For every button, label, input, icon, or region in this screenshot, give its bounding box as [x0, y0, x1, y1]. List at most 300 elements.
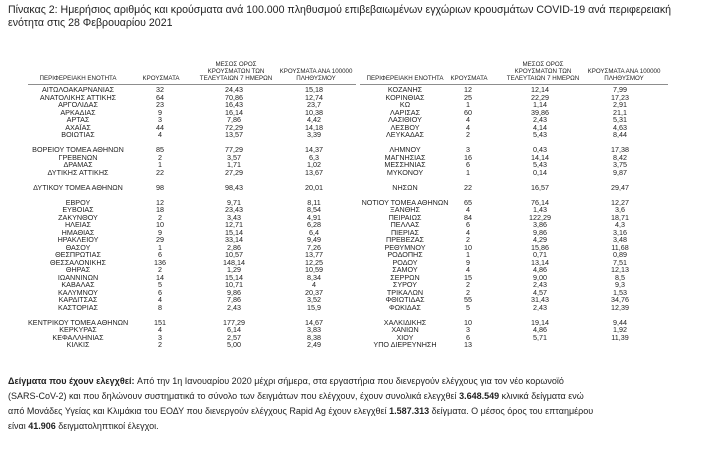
table-row — [0, 341, 360, 349]
avg7-value: 5,00 — [227, 340, 241, 349]
per100k-value: 9,49 — [307, 235, 321, 244]
region-name: ΑΧΑΪΑΣ — [65, 122, 91, 132]
region-name: ΘΕΣΣΑΛΟΝΙΚΗΣ — [50, 257, 106, 267]
table-row — [0, 266, 360, 274]
per100k-value: 5,31 — [613, 115, 627, 124]
per100k-value: 9,87 — [613, 167, 627, 177]
table-row — [0, 214, 360, 222]
cases-value: 14 — [156, 272, 164, 282]
table-row — [360, 131, 717, 139]
cases-value: 2 — [466, 280, 470, 289]
avg7-value: 13,14 — [531, 257, 549, 267]
region-name: ΣΕΡΡΩΝ — [390, 272, 420, 282]
table-row — [0, 146, 360, 154]
region-name: ΗΡΑΚΛΕΙΟΥ — [57, 235, 99, 244]
avg7-value: 2,57 — [227, 332, 241, 342]
cases-value: 84 — [464, 212, 472, 222]
cases-value: 55 — [464, 295, 472, 304]
footer-text-2b: κλινικά δείγματα ενώ — [499, 391, 584, 401]
region-name: ΛΗΜΝΟΥ — [389, 145, 421, 154]
avg7-value: 148,14 — [223, 257, 245, 267]
region-name: ΝΟΤΙΟΥ ΤΟΜΕΑ ΑΘΗΝΩΝ — [361, 197, 449, 207]
cases-value: 5 — [158, 280, 162, 289]
footer-line-3 — [8, 404, 710, 419]
region-name: ΜΕΣΣΗΝΙΑΣ — [384, 160, 426, 169]
per100k-value: 8,38 — [307, 332, 321, 342]
avg7-value: 22,29 — [531, 92, 549, 102]
cases-value: 12 — [464, 85, 472, 94]
avg7-value: 13,57 — [225, 130, 243, 139]
cases-value: 4 — [158, 325, 162, 334]
avg7-value: 33,14 — [225, 235, 243, 244]
rapid-total: 1.587.313 — [389, 406, 430, 416]
title-line-2: ενότητα στις 28 Φεβρουαρίου 2021 — [8, 17, 173, 29]
avg7-value: 5,43 — [533, 130, 547, 139]
per100k-value: 8,42 — [613, 152, 627, 162]
avg7-value: 2,43 — [533, 302, 547, 312]
per100k-value: 3,48 — [613, 235, 627, 244]
per100k-value: 3,75 — [613, 160, 627, 169]
avg7-value: 9,86 — [533, 227, 547, 237]
per100k-value: 9,3 — [615, 280, 625, 289]
per100k-value: 8,54 — [307, 205, 321, 214]
per100k-value: 3,39 — [307, 130, 321, 139]
per100k-value: 10,59 — [305, 265, 323, 274]
per100k-value: 23,7 — [307, 100, 321, 109]
per100k-value: 29,47 — [611, 182, 629, 192]
per100k-value: 3,52 — [307, 295, 321, 304]
per100k-value: 15,9 — [307, 302, 321, 312]
cases-value: 2 — [466, 235, 470, 244]
avg7-value: 0,71 — [533, 250, 547, 259]
per100k-value: 1,02 — [307, 160, 321, 169]
region-name: ΚΕΝΤΡΙΚΟΥ ΤΟΜΕΑ ΑΘΗΝΩΝ — [28, 317, 129, 327]
header-region: ΠΕΡΙΦΕΡΕΙΑΚΗ ΕΝΟΤΗΤΑ — [39, 75, 117, 82]
cases-value: 2 — [466, 130, 470, 139]
avg7-value: 12,14 — [531, 85, 549, 94]
pcr-total: 3.648.549 — [459, 391, 500, 401]
avg7-value: 15,86 — [531, 242, 549, 252]
avg7-value: 70,86 — [225, 92, 243, 102]
per100k-value: 10,38 — [305, 107, 323, 117]
per100k-value: 1,53 — [613, 287, 627, 297]
region-name: ΑΡΓΟΛΙΔΑΣ — [58, 100, 98, 109]
avg7-value: 27,29 — [225, 167, 243, 177]
cases-value: 15 — [464, 272, 472, 282]
header-cases: ΚΡΟΥΣΜΑΤΑ — [450, 75, 488, 82]
region-name: ΘΕΣΠΡΩΤΙΑΣ — [55, 250, 101, 259]
cases-value: 3 — [158, 332, 162, 342]
region-name: ΘΗΡΑΣ — [65, 265, 91, 274]
footer-text-1: Από την 1η Ιανουαρίου 2020 μέχρι σήμερα, στα εργαστήρια που διενεργούν ελέγχους για τον νέο κορωνοϊό — [137, 376, 564, 386]
cases-value: 65 — [464, 197, 472, 207]
cases-value: 10 — [464, 317, 472, 327]
region-name: ΚΕΦΑΛΛΗΝΙΑΣ — [52, 332, 104, 342]
avg7-value: 16,43 — [225, 100, 243, 109]
per100k-value: 20,37 — [305, 287, 323, 297]
table-row — [0, 169, 360, 177]
table-row — [0, 319, 360, 327]
cases-value: 85 — [156, 145, 164, 154]
region-name: ΡΟΔΟΥ — [392, 257, 418, 267]
region-name: ΤΡΙΚΑΛΩΝ — [386, 287, 424, 297]
title-line-1: Πίνακας 2: Ημερήσιος αριθμός και κρούσματα ανά 100.000 πληθυσμού επιβεβαιωμένων εγχώριων κρουσμάτων COVID-19 ανά περιφερειακή — [8, 4, 672, 16]
region-name: ΜΥΚΟΝΟΥ — [386, 167, 424, 177]
per100k-value: 1,92 — [613, 325, 627, 334]
cases-value: 32 — [156, 85, 164, 94]
cases-value: 1 — [466, 100, 470, 109]
cases-value: 6 — [466, 160, 470, 169]
cases-value: 10 — [156, 220, 164, 229]
header-per100k: ΚΡΟΥΣΜΑΤΑ ΑΝΑ 100000 ΠΛΗΘΥΣΜΟΥ — [587, 68, 661, 82]
table-row — [0, 109, 360, 117]
cases-value: 44 — [156, 122, 164, 132]
per100k-value: 4,42 — [307, 115, 321, 124]
region-name: ΓΡΕΒΕΝΩΝ — [58, 152, 98, 162]
cases-value: 3 — [466, 325, 470, 334]
avg7-value: 4,86 — [533, 325, 547, 334]
avg7-value: 2,43 — [533, 280, 547, 289]
region-name: ΠΕΙΡΑΙΩΣ — [388, 212, 422, 222]
per100k-value: 7,99 — [613, 85, 627, 94]
avg7-value: 2,43 — [227, 302, 241, 312]
region-name: ΚΑΛΥΜΝΟΥ — [58, 287, 98, 297]
region-name: ΥΠΟ ΔΙΕΡΕΥΝΗΣΗ — [373, 340, 437, 349]
cases-value: 18 — [156, 205, 164, 214]
avg7-value: 72,29 — [225, 122, 243, 132]
header-region: ΠΕΡΙΦΕΡΕΙΑΚΗ ΕΝΟΤΗΤΑ — [366, 75, 444, 82]
cases-value: 2 — [158, 340, 162, 349]
region-name: ΑΝΑΤΟΛΙΚΗΣ ΑΤΤΙΚΗΣ — [39, 92, 117, 102]
per100k-value: 6,3 — [309, 152, 319, 162]
avg7-value: 1,43 — [533, 205, 547, 214]
table-row — [0, 221, 360, 229]
avg7-value: 9,71 — [227, 197, 241, 207]
left-table — [0, 86, 360, 349]
avg7-value: 0,43 — [533, 145, 547, 154]
per100k-value: 12,13 — [611, 265, 629, 274]
per100k-value: 3,16 — [613, 227, 627, 237]
per100k-value: 7,26 — [307, 242, 321, 252]
per100k-value: 4,3 — [615, 220, 625, 229]
avg7-value: 16,14 — [225, 107, 243, 117]
avg7-value: 2,43 — [533, 115, 547, 124]
avg7-value: 10,71 — [225, 280, 243, 289]
avg7-value: 4,29 — [533, 235, 547, 244]
per100k-value: 8,11 — [307, 197, 321, 207]
avg-daily-tests: 41.906 — [28, 421, 56, 431]
avg7-value: 31,43 — [531, 295, 549, 304]
footer-text-2a: (SARS-CoV-2) και που δηλώνουν συστηματικά το σύνολο των δειγμάτων που ελέγχουν, έχουν συνολικά ελεγχθεί — [8, 391, 460, 401]
region-name: ΣΥΡΟΥ — [392, 280, 418, 289]
table-row — [0, 289, 360, 297]
region-name: ΗΜΑΘΙΑΣ — [61, 227, 95, 237]
avg7-value: 7,86 — [227, 115, 241, 124]
cases-value: 6 — [466, 332, 470, 342]
region-name: ΛΑΣΙΘΙΟΥ — [388, 115, 422, 124]
avg7-value: 15,14 — [225, 272, 243, 282]
region-name: ΔΥΤΙΚΗΣ ΑΤΤΙΚΗΣ — [47, 167, 109, 177]
footer-text-4b: δειγματοληπτικοί έλεγχοι. — [55, 421, 159, 431]
table-row — [0, 304, 360, 312]
region-name: ΠΕΛΛΑΣ — [390, 220, 420, 229]
avg7-value: 9,00 — [533, 272, 547, 282]
avg7-value: 1,29 — [227, 265, 241, 274]
per100k-value: 6,4 — [309, 227, 319, 237]
footer-line-1 — [8, 374, 710, 389]
cases-value: 4 — [466, 205, 470, 214]
avg7-value: 4,86 — [533, 265, 547, 274]
cases-value: 4 — [466, 265, 470, 274]
table-row — [0, 236, 360, 244]
table-row — [0, 131, 360, 139]
region-name: ΠΙΕΡΙΑΣ — [390, 227, 419, 237]
per100k-value: 13,67 — [305, 167, 323, 177]
per100k-value: 3,83 — [307, 325, 321, 334]
region-name: ΕΥΒΟΙΑΣ — [62, 205, 94, 214]
footer-line-2 — [8, 389, 710, 404]
avg7-value: 0,14 — [533, 167, 547, 177]
per100k-value: 3,6 — [615, 205, 625, 214]
region-name: ΕΒΡΟΥ — [65, 197, 91, 207]
avg7-value: 122,29 — [529, 212, 551, 222]
region-name: ΧΑΝΙΩΝ — [391, 325, 419, 334]
cases-value: 3 — [158, 115, 162, 124]
table-row — [0, 199, 360, 207]
region-name: ΚΩ — [399, 100, 411, 109]
region-name: ΧΑΛΚΙΔΙΚΗΣ — [383, 317, 427, 327]
per100k-value: 18,71 — [611, 212, 629, 222]
table-row — [360, 169, 717, 177]
per100k-value: 4,63 — [613, 122, 627, 132]
region-name: ΑΡΚΑΔΙΑΣ — [60, 107, 96, 117]
cases-value: 22 — [156, 167, 164, 177]
per100k-value: 12,74 — [305, 92, 323, 102]
per100k-value: 8,44 — [613, 130, 627, 139]
cases-value: 2 — [466, 287, 470, 297]
avg7-value: 4,14 — [533, 122, 547, 132]
region-name: ΘΑΣΟΥ — [65, 242, 91, 252]
cases-value: 12 — [156, 197, 164, 207]
region-name: ΒΟΙΩΤΙΑΣ — [61, 130, 95, 139]
per100k-value: 12,25 — [305, 257, 323, 267]
avg7-value: 2,86 — [227, 242, 241, 252]
per100k-value: 4,91 — [307, 212, 321, 222]
avg7-value: 1,71 — [227, 160, 241, 169]
cases-value: 1 — [466, 167, 470, 177]
table-title — [8, 4, 708, 30]
avg7-value: 177,29 — [223, 317, 245, 327]
samples-tested-paragraph — [8, 374, 710, 434]
right-table — [360, 86, 717, 349]
cases-value: 98 — [156, 182, 164, 192]
avg7-value: 76,14 — [531, 197, 549, 207]
per100k-value: 14,37 — [305, 145, 323, 154]
avg7-value: 1,14 — [533, 100, 547, 109]
table-row — [0, 94, 360, 102]
per100k-value: 17,38 — [611, 145, 629, 154]
cases-value: 151 — [154, 317, 166, 327]
region-name: ΠΡΕΒΕΖΑΣ — [386, 235, 424, 244]
cases-value: 6 — [158, 250, 162, 259]
cases-value: 16 — [464, 152, 472, 162]
header-avg7: ΜΕΣΟΣ ΟΡΟΣ ΚΡΟΥΣΜΑΤΩΝ ΤΩΝ ΤΕΛΕΥΤΑΙΩΝ 7 ΗΜΕΡΩΝ — [199, 61, 273, 82]
avg7-value: 14,14 — [531, 152, 549, 162]
table-row — [360, 304, 717, 312]
cases-value: 8 — [158, 302, 162, 312]
per100k-value: 11,68 — [611, 242, 629, 252]
cases-value: 25 — [464, 92, 472, 102]
cases-value: 2 — [158, 212, 162, 222]
footer-line-4 — [8, 419, 710, 434]
avg7-value: 77,29 — [225, 145, 243, 154]
region-name: ΚΟΖΑΝΗΣ — [387, 85, 423, 94]
cases-value: 136 — [154, 257, 166, 267]
table-row — [0, 274, 360, 282]
footer-text-4a: είναι — [8, 421, 29, 431]
region-name: ΙΩΑΝΝΙΝΩΝ — [57, 272, 99, 282]
region-name: ΚΕΡΚΥΡΑΣ — [59, 325, 97, 334]
cases-value: 2 — [158, 152, 162, 162]
footer-heading: Δείγματα που έχουν ελεγχθεί: — [8, 376, 135, 386]
header-per100k: ΚΡΟΥΣΜΑΤΑ ΑΝΑ 100000 ΠΛΗΘΥΣΜΟΥ — [279, 68, 353, 82]
cases-value: 29 — [156, 235, 164, 244]
avg7-value: 15,14 — [225, 227, 243, 237]
cases-value: 23 — [156, 100, 164, 109]
cases-value: 1 — [466, 250, 470, 259]
region-name: ΦΩΚΙΔΑΣ — [389, 302, 421, 312]
region-name: ΞΑΝΘΗΣ — [390, 205, 420, 214]
table-row — [0, 334, 360, 342]
region-name: ΛΑΡΙΣΑΣ — [389, 107, 421, 117]
per100k-value: 9,44 — [613, 317, 627, 327]
region-name: ΑΡΤΑΣ — [66, 115, 90, 124]
per100k-value: 14,18 — [305, 122, 323, 132]
table-row — [0, 184, 360, 192]
region-name: ΡΕΘΥΜΝΟΥ — [384, 242, 426, 252]
per100k-value: 11,39 — [611, 332, 629, 342]
cases-value: 5 — [466, 302, 470, 312]
region-name: ΗΛΕΙΑΣ — [64, 220, 92, 229]
cases-value: 4 — [158, 295, 162, 304]
avg7-value: 10,57 — [225, 250, 243, 259]
header-avg7: ΜΕΣΟΣ ΟΡΟΣ ΚΡΟΥΣΜΑΤΩΝ ΤΩΝ ΤΕΛΕΥΤΑΙΩΝ 7 ΗΜΕΡΩΝ — [506, 61, 580, 82]
avg7-value: 39,86 — [531, 107, 549, 117]
cases-value: 4 — [466, 227, 470, 237]
region-name: ΚΑΡΔΙΤΣΑΣ — [58, 295, 98, 304]
per100k-value: 13,77 — [305, 250, 323, 259]
avg7-value: 6,14 — [227, 325, 241, 334]
region-name: ΚΑΣΤΟΡΙΑΣ — [58, 302, 98, 312]
per100k-value: 34,76 — [611, 295, 629, 304]
table-row — [360, 184, 717, 192]
per100k-value: 2,91 — [613, 100, 627, 109]
per100k-value: 15,18 — [305, 85, 323, 94]
per100k-value: 4 — [312, 280, 316, 289]
cases-value: 3 — [466, 145, 470, 154]
avg7-value: 19,14 — [531, 317, 549, 327]
region-name: ΒΟΡΕΙΟΥ ΤΟΜΕΑ ΑΘΗΝΩΝ — [32, 145, 124, 154]
avg7-value: 3,86 — [533, 220, 547, 229]
region-name: ΖΑΚΥΝΘΟΥ — [58, 212, 98, 222]
per100k-value: 17,23 — [611, 92, 629, 102]
avg7-value: 23,43 — [225, 205, 243, 214]
region-name: ΚΙΛΚΙΣ — [66, 340, 90, 349]
region-name: ΡΟΔΟΠΗΣ — [387, 250, 423, 259]
cases-value: 22 — [464, 182, 472, 192]
avg7-value: 12,71 — [225, 220, 243, 229]
cases-value: 6 — [158, 287, 162, 297]
cases-value: 4 — [466, 122, 470, 132]
cases-value: 10 — [464, 242, 472, 252]
avg7-value: 3,57 — [227, 152, 241, 162]
region-name: ΜΑΓΝΗΣΙΑΣ — [384, 152, 426, 162]
per100k-value: 12,27 — [611, 197, 629, 207]
avg7-value: 16,57 — [531, 182, 549, 192]
per100k-value: 14,67 — [305, 317, 323, 327]
cases-value: 4 — [466, 115, 470, 124]
cases-value: 9 — [158, 107, 162, 117]
region-name: ΑΙΤΩΛΟΑΚΑΡΝΑΝΙΑΣ — [41, 85, 115, 94]
avg7-value: 98,43 — [225, 182, 243, 192]
region-name: ΦΘΙΩΤΙΔΑΣ — [385, 295, 425, 304]
region-name: ΚΟΡΙΝΘΙΑΣ — [385, 92, 425, 102]
region-name: ΚΑΒΑΛΑΣ — [61, 280, 95, 289]
avg7-value: 24,43 — [225, 85, 243, 94]
cases-value: 1 — [158, 160, 162, 169]
cases-value: 4 — [158, 130, 162, 139]
per100k-value: 8,5 — [615, 272, 625, 282]
table-row — [0, 191, 360, 199]
table-row — [0, 296, 360, 304]
per100k-value: 6,28 — [307, 220, 321, 229]
avg7-value: 9,86 — [227, 287, 241, 297]
header-cases: ΚΡΟΥΣΜΑΤΑ — [142, 75, 180, 82]
table-row — [0, 229, 360, 237]
region-name: ΝΗΣΩΝ — [392, 182, 418, 192]
table-row — [0, 154, 360, 162]
table-row — [0, 206, 360, 214]
cases-value: 2 — [158, 265, 162, 274]
footer-text-3a: από Μονάδες Υγείας και Κλιμάκια του ΕΟΔΥ που διενεργούν ελέγχους Rapid Ag έχουν ελεγχθεί — [8, 406, 390, 416]
region-name: ΔΥΤΙΚΟΥ ΤΟΜΕΑ ΑΘΗΝΩΝ — [33, 182, 123, 192]
per100k-value: 20,01 — [305, 182, 323, 192]
per100k-value: 8,34 — [307, 272, 321, 282]
cases-value: 9 — [466, 257, 470, 267]
per100k-value: 21,1 — [613, 107, 627, 117]
region-name: ΣΑΜΟΥ — [392, 265, 418, 274]
per100k-value: 7,51 — [613, 257, 627, 267]
avg7-value: 5,43 — [533, 160, 547, 169]
avg7-value: 7,86 — [227, 295, 241, 304]
region-name: ΛΕΥΚΑΔΑΣ — [385, 130, 424, 139]
per100k-value: 12,39 — [611, 302, 629, 312]
footer-text-3b: δείγματα. Ο μέσος όρος του επταημέρου — [429, 406, 594, 416]
avg7-value: 3,43 — [227, 212, 241, 222]
cases-value: 60 — [464, 107, 472, 117]
per100k-value: 0,89 — [613, 250, 627, 259]
cases-value: 1 — [158, 242, 162, 252]
cases-value: 9 — [158, 227, 162, 237]
region-name: ΔΡΑΜΑΣ — [63, 160, 93, 169]
cases-value: 13 — [464, 340, 472, 349]
avg7-value: 5,71 — [533, 332, 547, 342]
region-name: ΛΕΣΒΟΥ — [390, 122, 420, 132]
cases-value: 6 — [466, 220, 470, 229]
table-row — [0, 124, 360, 132]
table-row — [360, 341, 717, 349]
per100k-value: 2,49 — [307, 340, 321, 349]
